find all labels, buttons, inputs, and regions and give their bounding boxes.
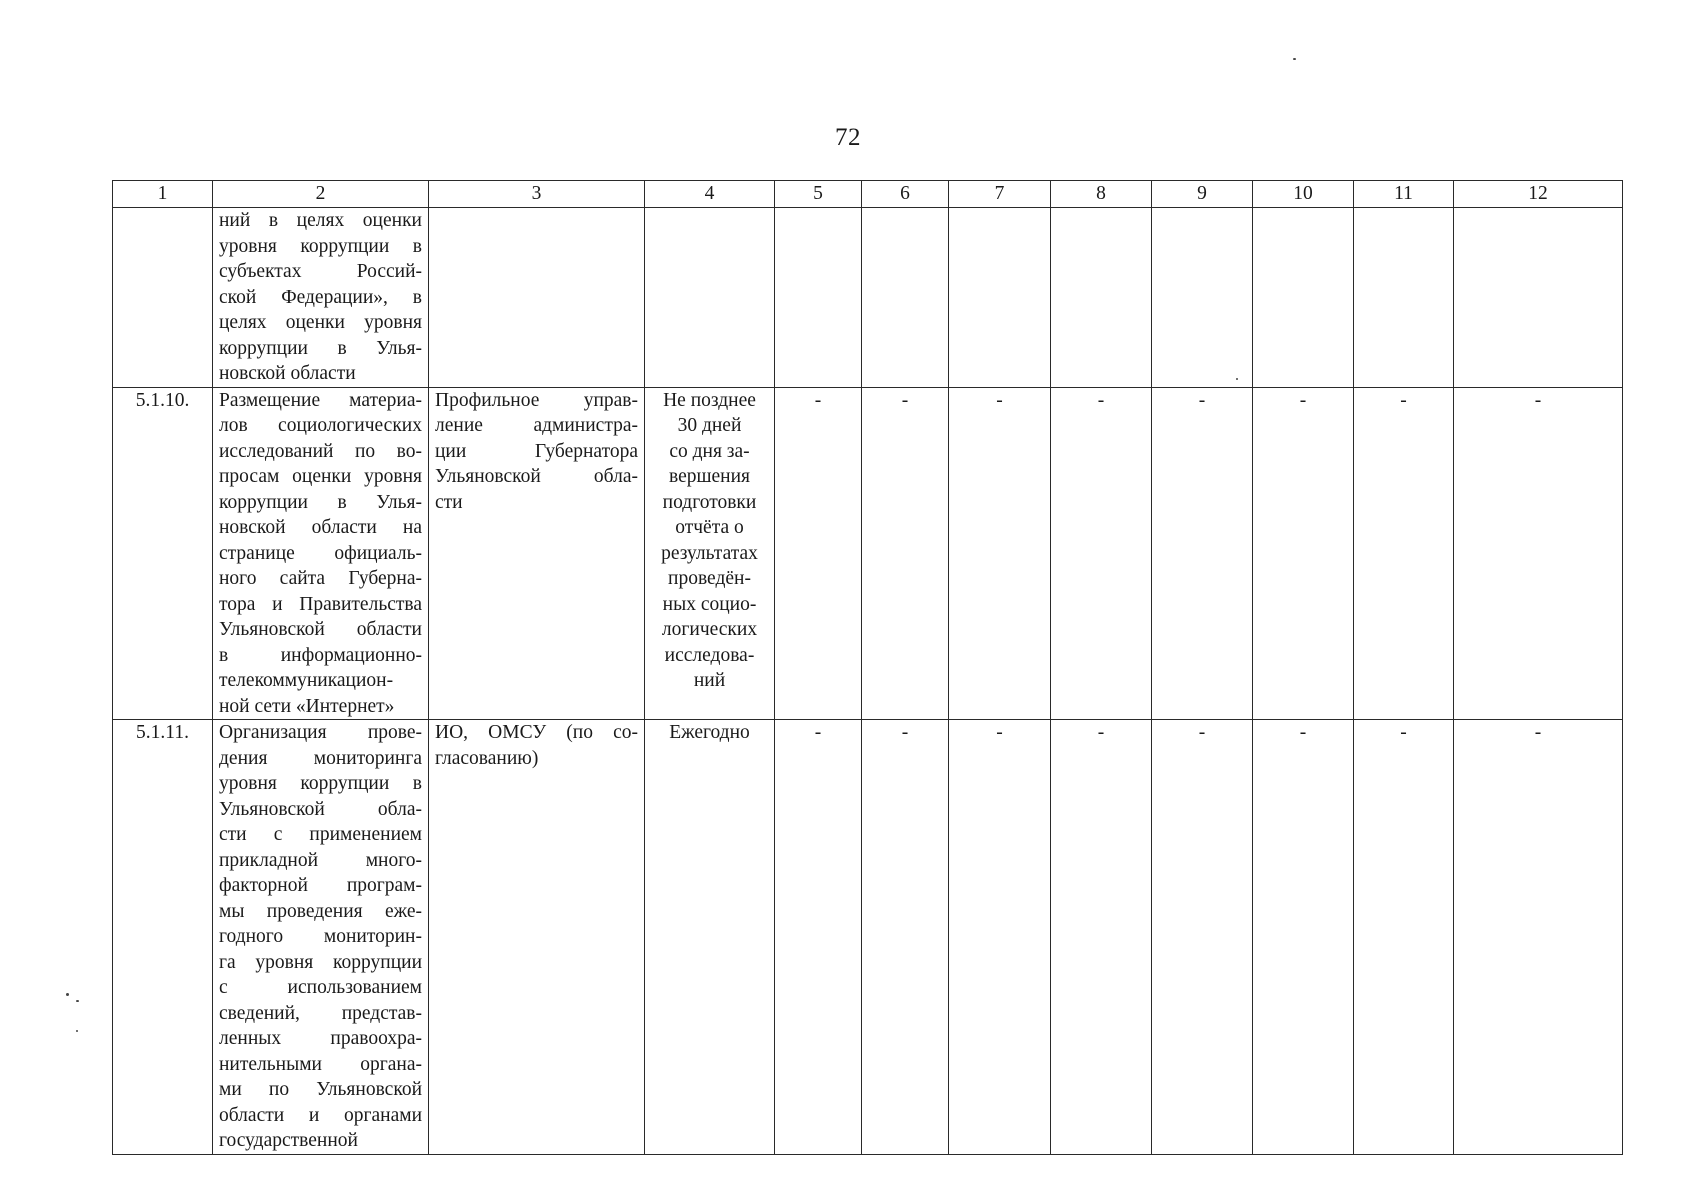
header-cell: 8 (1051, 181, 1152, 208)
scan-speck (1293, 58, 1296, 60)
table-row (113, 208, 1623, 388)
header-row (113, 181, 1623, 208)
header-cell: 1 (113, 181, 213, 208)
header-cell: 10 (1253, 181, 1354, 208)
measure-term-line: ний (693, 670, 726, 691)
measure-name-line: с использованием (219, 977, 422, 998)
scan-speck (76, 1030, 78, 1032)
measure-number (113, 208, 213, 388)
measure-name-line: тора и Правительства (219, 593, 422, 615)
measure-name-line: факторной програм- (219, 875, 422, 896)
measure-term (645, 208, 775, 388)
header-cell: 5 (775, 181, 862, 208)
header-cell: 9 (1152, 181, 1253, 208)
measure-term-line: Ежегодно (669, 722, 750, 743)
header-cell: 6 (862, 181, 949, 208)
measure-name-line: ленных правоохра- (219, 1028, 422, 1049)
measure-name-line: Ульяновской области (219, 619, 422, 640)
measure-name-line: га уровня коррупции (219, 951, 422, 973)
measure-name-line: сти с применением (219, 824, 422, 845)
measure-name-line: годного мониторин- (219, 926, 422, 947)
measure-name-line: государственной (219, 1130, 358, 1151)
measure-name-line: ного сайта Губерна- (219, 568, 422, 589)
scan-speck (66, 993, 69, 996)
value-cell: - (775, 720, 862, 1155)
measure-name-line: ми по Ульяновской (219, 1079, 422, 1100)
measure-term-line: 30 дней (677, 415, 742, 436)
measure-term-line: вершения (668, 466, 750, 487)
value-cell: - (949, 720, 1051, 1155)
measure-name-line: ской Федерации», в (219, 286, 422, 308)
measure-term-line: подготовки (662, 491, 757, 513)
measure-name-line: новской области (219, 363, 356, 384)
value-cell (862, 208, 949, 388)
measure-term-line: ных социо- (662, 593, 757, 615)
measure-executor (429, 720, 645, 1155)
measure-name-line: субъектах Россий- (219, 261, 422, 282)
header-cell: 7 (949, 181, 1051, 208)
value-cell: - (1354, 387, 1454, 720)
measure-name-line: Организация прове- (219, 722, 422, 743)
measure-term-line: результатах (661, 542, 758, 564)
measure-term-line: логических (661, 619, 758, 640)
measure-name-line: нительными органа- (219, 1053, 422, 1075)
header-cell: 2 (213, 181, 429, 208)
measure-executor-line: Ульяновской обла- (435, 466, 638, 487)
measure-name-line: новской области на (219, 517, 422, 538)
measure-name-line: коррупции в Улья- (219, 337, 422, 359)
measure-name-line: просам оценки уровня (219, 466, 422, 487)
value-cell: - (1253, 720, 1354, 1155)
value-cell (1354, 208, 1454, 388)
measure-executor-line: сти (435, 491, 463, 513)
value-cell (1051, 208, 1152, 388)
scan-speck (76, 1000, 79, 1002)
measure-number: 5.1.10. (113, 387, 213, 720)
value-cell (1253, 208, 1354, 388)
measure-name-line: странице официаль- (219, 542, 422, 564)
measure-name-line: телекоммуникацион- (219, 670, 394, 691)
header-cell: 11 (1354, 181, 1454, 208)
value-cell (1454, 208, 1623, 388)
measure-term-line: исследова- (664, 644, 755, 666)
value-cell: - (949, 387, 1051, 720)
value-cell (949, 208, 1051, 388)
value-cell: - (1454, 387, 1623, 720)
value-cell (1152, 208, 1253, 388)
measure-name (213, 208, 429, 388)
measure-name-line: прикладной много- (219, 849, 422, 871)
measure-name-line: дения мониторинга (219, 747, 422, 769)
measure-executor-line: ИО, ОМСУ (по со- (435, 722, 638, 743)
measure-name-line: уровня коррупции в (219, 235, 422, 257)
measure-name-line: целях оценки уровня (219, 312, 422, 333)
measure-executor (429, 387, 645, 720)
header-cell: 4 (645, 181, 775, 208)
value-cell: - (862, 720, 949, 1155)
value-cell: - (862, 387, 949, 720)
table-row (113, 387, 1623, 720)
value-cell: - (1253, 387, 1354, 720)
measure-term-line: Не позднее (663, 389, 756, 411)
measure-name-line: ний в целях оценки (219, 210, 422, 231)
measure-name-line: сведений, представ- (219, 1002, 422, 1024)
measure-term (645, 387, 775, 720)
measure-term-line: со дня за- (669, 440, 750, 462)
measure-name (213, 720, 429, 1155)
measure-name (213, 387, 429, 720)
value-cell: - (1051, 720, 1152, 1155)
measures-table (112, 180, 1623, 1155)
value-cell: - (1454, 720, 1623, 1155)
measure-name-line: области и органами (219, 1104, 422, 1126)
measure-name-line: лов социологических (219, 415, 422, 436)
table-row (113, 720, 1623, 1155)
measure-name-line: уровня коррупции в (219, 773, 422, 794)
measure-term-line: проведён- (668, 568, 751, 589)
header-cell: 12 (1454, 181, 1623, 208)
measure-number: 5.1.11. (113, 720, 213, 1155)
measure-term (645, 720, 775, 1155)
measure-name-line: исследований по во- (219, 440, 422, 462)
measure-name-line: в информационно- (219, 644, 422, 666)
measure-name-line: коррупции в Улья- (219, 491, 422, 513)
measure-name-line: Размещение материа- (219, 389, 422, 411)
measure-name-line: Ульяновской обла- (219, 798, 422, 820)
header-cell: 3 (429, 181, 645, 208)
measure-executor (429, 208, 645, 388)
measure-executor-line: гласованию) (435, 747, 539, 769)
value-cell (775, 208, 862, 388)
measure-executor-line: ление администра- (435, 415, 638, 436)
value-cell: - (1152, 720, 1253, 1155)
measure-executor-line: ции Губернатора (435, 440, 638, 462)
value-cell: - (1354, 720, 1454, 1155)
measure-executor-line: Профильное управ- (435, 389, 638, 411)
value-cell: - (1152, 387, 1253, 720)
value-cell: - (1051, 387, 1152, 720)
measure-name-line: ной сети «Интернет» (219, 695, 395, 717)
measure-term-line: отчёта о (675, 517, 744, 538)
page-number: 72 (835, 124, 861, 151)
value-cell: - (775, 387, 862, 720)
measure-name-line: мы проведения еже- (219, 900, 422, 922)
